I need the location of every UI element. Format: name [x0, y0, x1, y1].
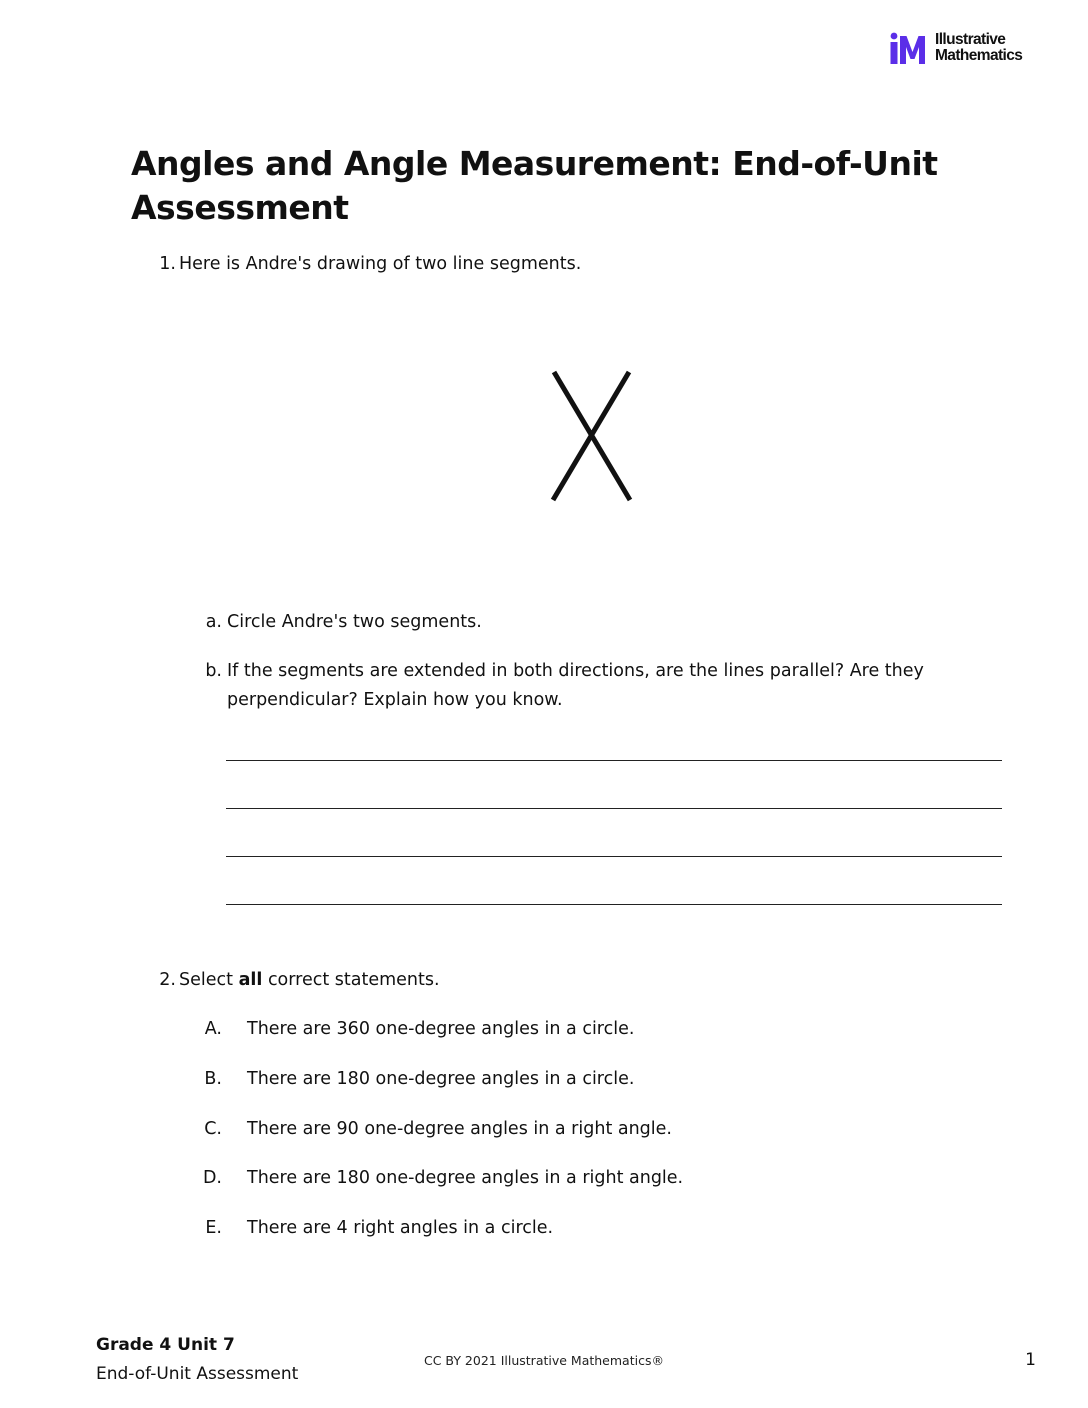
answer-line[interactable] [226, 904, 1002, 905]
q1a-letter: a. [205, 612, 222, 632]
illustrative-mathematics-logo [888, 32, 1038, 68]
option-letter[interactable]: D. [202, 1168, 222, 1188]
intersecting-segments-figure [540, 360, 644, 510]
q1b-text-line1: If the segments are extended in both directions, are the lines parallel? Are they [227, 661, 924, 681]
option-text[interactable]: There are 360 one-degree angles in a circle. [247, 1019, 635, 1039]
footer-license: CC BY 2021 Illustrative Mathematics® [424, 1353, 664, 1368]
footer-assessment: End-of-Unit Assessment [96, 1364, 299, 1384]
page-title: Angles and Angle Measurement: End-of-Unit Assessment [131, 144, 938, 227]
q2-number: 2. [159, 970, 176, 990]
q2-prompt-bold: all [238, 970, 263, 990]
q1-prompt: Here is Andre's drawing of two line segments. [179, 254, 582, 274]
im-logo-icon [888, 32, 934, 68]
logo-line-2: Mathematics [935, 47, 1023, 64]
logo-line-1: Illustrative [935, 31, 1006, 48]
option-letter[interactable]: C. [204, 1119, 222, 1139]
q1a-text: Circle Andre's two segments. [227, 612, 482, 632]
option-letter[interactable]: B. [204, 1069, 222, 1089]
q2-prompt [179, 966, 440, 995]
q2-prompt-after: correct statements. [262, 970, 440, 990]
option-text[interactable]: There are 4 right angles in a circle. [247, 1218, 554, 1238]
option-text[interactable]: There are 180 one-degree angles in a circle. [247, 1069, 635, 1089]
q1-number: 1. [159, 254, 176, 274]
answer-line[interactable] [226, 856, 1002, 857]
option-text[interactable]: There are 180 one-degree angles in a right angle. [247, 1168, 684, 1188]
option-text[interactable]: There are 90 one-degree angles in a right angle. [247, 1119, 672, 1139]
answer-line[interactable] [226, 808, 1002, 809]
q2-prompt-before: Select [179, 970, 239, 990]
logo-text [935, 32, 1022, 64]
footer-grade-unit: Grade 4 Unit 7 [96, 1335, 235, 1355]
answer-line[interactable] [226, 760, 1002, 761]
option-letter[interactable]: E. [205, 1218, 222, 1238]
option-letter[interactable]: A. [204, 1019, 222, 1039]
q1b-letter: b. [205, 661, 222, 681]
page-number: 1 [1025, 1350, 1036, 1370]
q1b-text-line2: perpendicular? Explain how you know. [227, 690, 563, 710]
